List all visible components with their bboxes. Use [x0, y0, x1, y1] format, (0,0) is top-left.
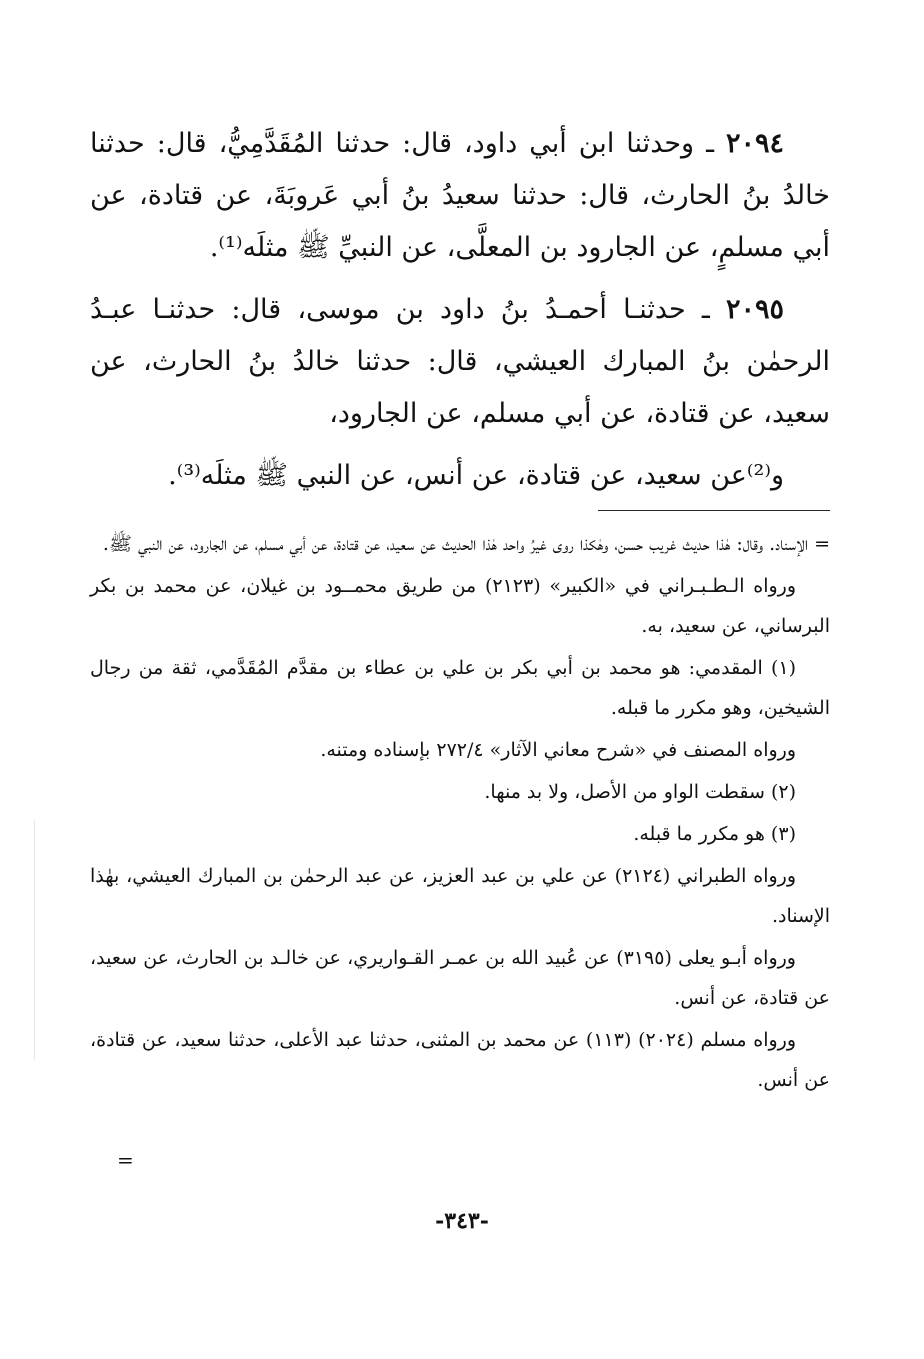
hadith-number: ٢٠٩٤: [725, 128, 784, 159]
page-number: -٣٤٣-: [435, 1208, 489, 1234]
footnote-item: ورواه أبـو يعلى (٣١٩٥) عن عُبيد الله بن عمـر القـواريري، عن خالـد بن الحارث، عن سعيد، عن قتادة، عن أنس.: [90, 947, 830, 1009]
footnote-item: (٢) سقطت الواو من الأصل، ولا بد منها.: [484, 781, 796, 803]
continuation-mark: =: [117, 1148, 134, 1172]
footnote-item: = الإسناد. وقال: هٰذا حديث غريب حسن، وهٰكذا روى غيرُ واحد هٰذا الحديث عن سعيد، عن قتادة، عن أبي مسلم، عن الجارود، عن النبي ﷺ.: [102, 533, 830, 555]
footnote-item: ورواه المصنف في «شرح معاني الآثار» ٢٧٢/٤ بإسناده ومتنه.: [320, 739, 796, 761]
main-text: [90, 118, 830, 512]
footnote-item: (٣) هو مكرر ما قبله.: [633, 823, 796, 845]
footnote-item: ورواه الـطـبـراني في «الكبير» (٢١٢٣) من طريق محمــود بن غيلان، عن محمد بن بكر البرساني، عن سعيد، به.: [90, 575, 830, 637]
footnote-divider: [598, 510, 830, 511]
hadith-text: ـ حدثنـا أحمـدُ بنُ داود بن موسى، قال: حدثنـا عبـدُ الرحمٰن بنُ المبارك العيشي، قال: حدثنا خالدُ بنُ الحارث، عن سعيد، عن قتادة، عن أبي مسلم، عن الجارود،: [90, 294, 830, 429]
hadith-2094: [90, 118, 830, 274]
footnote-item: ورواه الطبراني (٢١٢٤) عن علي بن عبد العزيز، عن عبد الرحمٰن بن المبارك العيشي، بهٰذا الإسناد.: [90, 865, 830, 927]
hadith-text: ـ وحدثنا ابن أبي داود، قال: حدثنا المُقَدَّمِيُّ، قال: حدثنا خالدُ بنُ الحارث، قال: حدثنا سعيدُ بنُ أبي عَروبَةَ، عن قتادة، عن أبي مسلمٍ، عن الجارود بن المعلَّى، عن النبيِّ ﷺ مثلَه⁽¹⁾.: [90, 128, 830, 263]
scan-artifact-line: [34, 820, 35, 1060]
hadith-number: ٢٠٩٥: [725, 294, 784, 325]
hadith-continuation: و⁽²⁾عن سعيد، عن قتادة، عن أنس، عن النبي ﷺ مثلَه⁽³⁾.: [168, 460, 784, 491]
hadith-2095: [90, 284, 830, 440]
footnote-item: ورواه مسلم (٢٠٢٤) (١١٣) عن محمد بن المثنى، حدثنا عبد الأعلى، حدثنا سعيد، عن قتادة، عن أنس.: [90, 1029, 830, 1091]
footnotes: [90, 524, 830, 1102]
footnote-item: (١) المقدمي: هو محمد بن أبي بكر بن علي بن عطاء بن مقدَّم المُقَدَّمي، ثقة من رجال الشيخين، وهو مكرر ما قبله.: [90, 657, 830, 719]
